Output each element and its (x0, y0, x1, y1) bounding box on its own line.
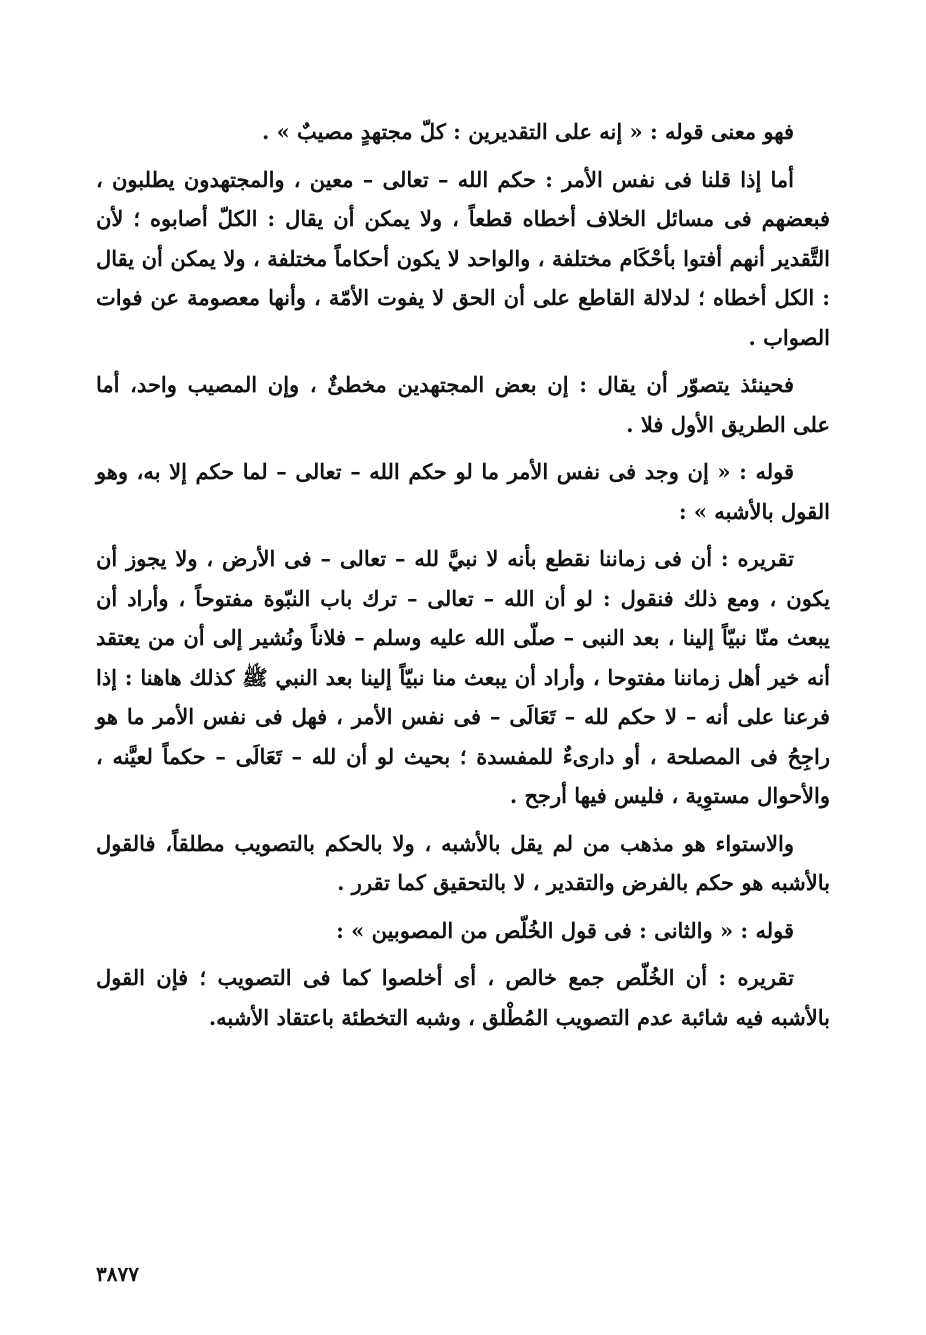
paragraph-8: تقريره : أن الخُلّص جمع خالص ، أى أخلصوا كما فى التصويب ؛ فإن القول بالأشبه فيه شائبة عدم التصويب المُطْلق ، وشبه التخطئة باعتقاد الأشبه. (96, 965, 830, 1030)
paragraph-1: فهو معنى قوله : « إنه على التقديرين : كلّ مجتهدٍ مصيبٌ » . (261, 119, 794, 144)
quote-label: قوله (755, 917, 794, 943)
paragraph-6: والاستواء هو مذهب من لم يقل بالأشبه ، ولا بالحكم بالتصويب مطلقاً، فالقول بالأشبه هو حكم بالفرض والتقدير ، لا بالتحقيق كما تقرر . (96, 830, 830, 895)
paragraph-3: فحينئذ يتصوّر أن يقال : إن بعض المجتهدين مخطئٌ ، وإن المصيب واحد، أما على الطريق الأول فلا . (96, 372, 830, 437)
body-text (96, 112, 830, 1045)
paragraph-5: تقريره : أن فى زماننا نقطع بأنه لا نبيَّ لله – تعالى – فى الأرض ، ولا يجوز أن يكون ، ومع ذلك فنقول : لو أن الله – تعالى – ترك باب النبّوة مفتوحاً ، وأراد أن يبعث منّا نبيّاً إلينا ، بعد النبى – صلّى الله عليه وسلم – فلاناً ونُشير إلى أن من يعتقد أنه خير أهل زماننا مفتوحا ، وأراد أن يبعث منا نبيّاً إلينا بعد النبي ﷺ كذلك هاهنا : إذا فرعنا على أنه – لا حكم لله – تَعَالَى – فى نفس الأمر ، فهل فى نفس الأمر ما هو راجِحُ فى المصلحة ، أو دارىءٌ للمفسدة ؛ بحيث لو أن لله – تَعَالَى – حكماً لعيَّنه ، والأحوال مستوِية ، فليس فيها أرجح . (96, 546, 830, 808)
page-number: ٣٨٧٧ (96, 1262, 139, 1286)
paragraph-7: قوله : « والثانى : فى قول الخُلّص من المصوبين » : (336, 917, 794, 943)
paragraph-4: قوله : « إن وجد فى نفس الأمر ما لو حكم الله – تعالى – لما حكم إلا به، وهو القول بالأشبه » : (96, 459, 830, 524)
quote-label: قوله (755, 459, 794, 484)
paragraph-2: أما إذا قلنا فى نفس الأمر : حكم الله – تعالى – معين ، والمجتهدون يطلبون ، فبعضهم فى مسائل الخلاف أخطاه قطعاً ، ولا يمكن أن يقال : الكلّ أصابوه ؛ لأن التَّقدير أنهم أفتوا بأحْكَام مختلفة ، والواحد لا يكون أحكاماً مختلفة ، ولا يمكن أن يقال : الكل أخطاه ؛ لدلالة القاطع على أن الحق لا يفوت الأمّة ، وأنها معصومة عن فوات الصواب . (96, 166, 830, 350)
